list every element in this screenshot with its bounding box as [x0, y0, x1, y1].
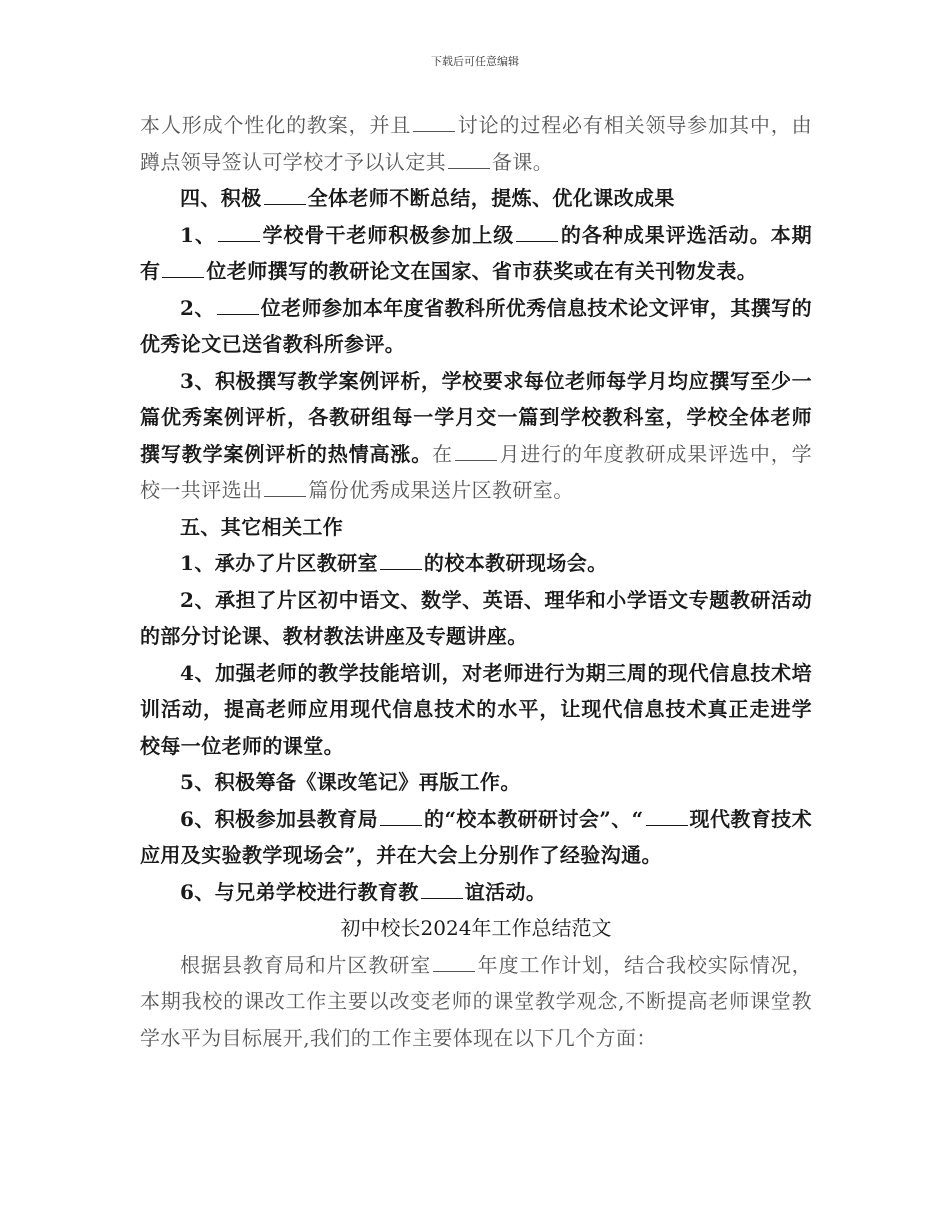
blank [455, 440, 497, 461]
paragraph-1: 本人形成个性化的教案，并且 讨论的过程必有相关领导参加其中，由蹲点领导签认可学校才予以认定其 备课。 [140, 113, 812, 174]
blank [433, 951, 475, 972]
blank [264, 184, 306, 205]
section-heading-4: 四、积极 全体老师不断总结，提炼、优化课改成果 [180, 186, 675, 210]
blank [448, 148, 490, 169]
blank [217, 294, 259, 315]
paragraph-5-5: 5、积极筹备《课改笔记》再版工作。 [180, 770, 521, 794]
blank [380, 549, 422, 570]
blank [264, 476, 306, 497]
paragraph-4-3: 3、积极撰写教学案例评析，学校要求每位老师每学月均应撰写至少一篇优秀案例评析，各教研组每一学月交一篇到学校教科室，学校全体老师撰写教学案例评析的热情高涨。在 月进行的年度教研成果评选中，学校一共评选出 篇份优秀成果送片区教研室。 [140, 368, 813, 502]
blank [413, 111, 455, 132]
blank [380, 805, 422, 826]
blank [421, 878, 463, 899]
blank [162, 257, 204, 278]
paragraph-5-1: 1、承办了片区教研室 的校本教研现场会。 [180, 551, 608, 575]
paragraph-5-6b: 6、与兄弟学校进行教育教 谊活动。 [180, 879, 547, 904]
page-header: 下载后可任意编辑 [431, 55, 519, 68]
blank [218, 221, 260, 242]
paragraph-4-1: 1、 学校骨干老师积极参加上级 的各种成果评选活动。本期有 位老师撰写的教研论文在国家、省市获奖或在有关刊物发表。 [140, 222, 812, 283]
paragraph-5-4: 4、加强老师的教学技能培训，对老师进行为期三周的现代信息技术培训活动，提高老师应用现代信息技术的水平，让现代信息技术真正走进学校每一位老师的课堂。 [140, 660, 812, 758]
blank [646, 805, 688, 826]
paragraph-5-6a: 6、积极参加县教育局 的“校本教研研讨会”、“ 现代教育技术应用及实验教学现场会”，并在大会上分别作了经验沟通。 [140, 806, 812, 867]
paragraph-4-2: 2、 位老师参加本年度省教科所优秀信息技术论文评审，其撰写的优秀论文已送省教科所参评。 [140, 295, 812, 356]
section-heading-5: 五、其它相关工作 [180, 514, 344, 539]
blank [516, 221, 558, 242]
document-title: 初中校长2024年工作总结范文 [340, 916, 612, 940]
document-body [140, 107, 812, 1056]
paragraph-5-2: 2、承担了片区初中语文、数学、英语、理华和小学语文专题教研活动的部分讨论课、教材教法讲座及专题讲座。 [140, 587, 812, 648]
intro-paragraph: 根据县教育局和片区教研室 年度工作计划，结合我校实际情况，本期我校的课改工作主要以改变老师的课堂教学观念,不断提高老师课堂教学水平为目标展开,我们的工作主要体现在以下几个方面： [140, 952, 812, 1050]
